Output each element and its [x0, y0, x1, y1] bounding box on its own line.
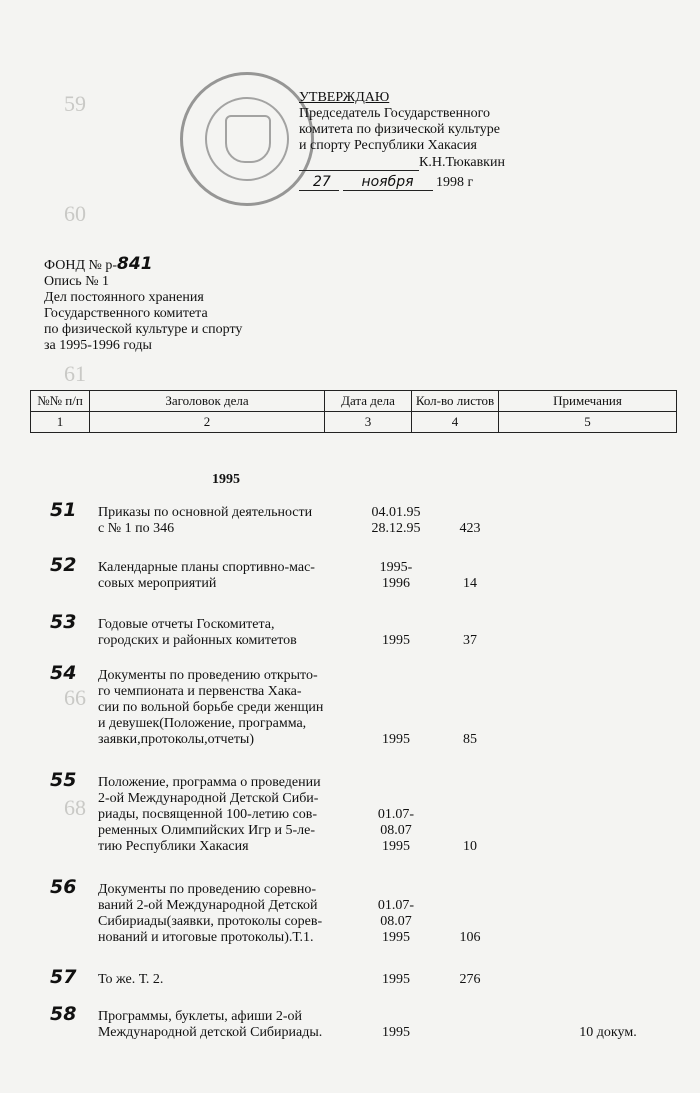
record-title	[98, 882, 360, 946]
fond-description-line: за 1995-1996 годы	[44, 338, 152, 353]
opis-line: Опись № 1	[44, 274, 110, 289]
record-note: 10 докум.	[579, 1025, 637, 1040]
text-line: 01.07-	[377, 807, 415, 822]
fond-line	[44, 256, 344, 274]
record-sheet-count: 276	[459, 972, 481, 987]
fond-label: ФОНД № р-	[44, 258, 118, 273]
header-cell-num: №№ п/п	[31, 391, 90, 412]
approval-date	[299, 174, 559, 191]
record-sheet-count: 10	[463, 839, 477, 854]
approval-block	[299, 90, 559, 191]
index-cell: 1	[31, 412, 90, 433]
date-day: 27	[299, 174, 339, 191]
date-year: 1998 г	[436, 175, 474, 190]
approval-line: комитета по физической культуре	[299, 122, 500, 137]
text-line: Сибириады(заявки, протоколы сорев-	[98, 914, 323, 929]
fond-description-line: Государственного комитета	[44, 306, 208, 321]
text-line: Приказы по основной деятельности	[98, 505, 313, 520]
text-line: 28.12.95	[371, 521, 421, 536]
record-sheet-count: 106	[459, 930, 481, 945]
record-date	[366, 898, 426, 946]
header-cell-note: Примечания	[499, 391, 677, 412]
text-line: нований и итоговые протоколы).Т.1.	[98, 930, 314, 945]
text-line: ваний 2-ой Международной Детской	[98, 898, 318, 913]
text-line: 1995	[382, 930, 410, 945]
text-line: совых мероприятий	[98, 576, 217, 591]
record-number: 53	[50, 611, 77, 633]
approval-heading: УТВЕРЖДАЮ	[299, 90, 390, 105]
text-line: ременных Олимпийских Игр и 5-ле-	[98, 823, 315, 838]
record-title	[98, 972, 360, 988]
signature-line	[299, 154, 559, 171]
index-cell: 2	[90, 412, 325, 433]
date-month: ноября	[343, 174, 433, 191]
record-sheet-count: 14	[463, 576, 477, 591]
record-number: 55	[50, 769, 77, 791]
record-sheet-count: 423	[459, 521, 481, 536]
text-line: риады, посвященной 100-летию сов-	[98, 807, 318, 822]
index-cell: 4	[412, 412, 499, 433]
record-number: 56	[50, 876, 77, 898]
fond-description-line: по физической культуре и спорту	[44, 322, 243, 337]
text-line: Положение, программа о проведении	[98, 775, 321, 790]
record-title	[98, 617, 360, 649]
text-line: Международной детской Сибириады.	[98, 1025, 323, 1040]
text-line: 08.07	[380, 914, 412, 929]
record-title	[98, 1009, 360, 1041]
fond-description-line: Дел постоянного хранения	[44, 290, 204, 305]
record-sheet-count: 37	[463, 633, 477, 648]
record-date	[366, 505, 426, 537]
record-date	[366, 633, 426, 649]
year-heading: 1995	[212, 472, 240, 487]
record-title	[98, 668, 360, 748]
record-date	[366, 972, 426, 988]
fond-info-block	[44, 256, 344, 354]
header-row	[31, 391, 677, 412]
text-line: 2-ой Международной Детской Сиби-	[98, 791, 319, 806]
text-line: 04.01.95	[371, 505, 421, 520]
approval-line: и спорту Республики Хакасия	[299, 138, 477, 153]
official-seal	[180, 72, 314, 206]
record-number: 58	[50, 1003, 77, 1025]
text-line: городских и районных комитетов	[98, 633, 297, 648]
record-date	[366, 732, 426, 748]
header-cell-count: Кол-во листов	[412, 391, 499, 412]
bleed-through-text: 60	[64, 201, 86, 226]
record-title	[98, 560, 360, 592]
text-line: 1996	[382, 576, 410, 591]
record-date	[366, 1025, 426, 1041]
text-line: с № 1 по 346	[98, 521, 175, 536]
index-cell: 5	[499, 412, 677, 433]
bleed-through-text: 61	[64, 361, 86, 386]
record-sheet-count: 85	[463, 732, 477, 747]
record-number: 52	[50, 554, 77, 576]
seal-emblem-icon	[225, 115, 271, 163]
text-line: Годовые отчеты Госкомитета,	[98, 617, 275, 632]
text-line: заявки,протоколы,отчеты)	[98, 732, 255, 747]
record-date	[366, 807, 426, 855]
fond-number: 841	[117, 254, 153, 274]
record-date	[366, 560, 426, 592]
index-cell: 3	[325, 412, 412, 433]
bleed-through-text: 66	[64, 685, 86, 710]
approval-line: Председатель Государственного	[299, 106, 491, 121]
text-line: 1995	[382, 839, 410, 854]
text-line: 1995-	[379, 560, 413, 575]
text-line: 01.07-	[377, 898, 415, 913]
header-index-row	[31, 412, 677, 433]
text-line: сии по вольной борьбе среди женщин	[98, 700, 324, 715]
text-line: 1995	[382, 972, 410, 987]
text-line: Программы, буклеты, афиши 2-ой	[98, 1009, 303, 1024]
text-line: 08.07	[380, 823, 412, 838]
record-number: 51	[50, 499, 77, 521]
bleed-through-text: 68	[64, 795, 86, 820]
record-title	[98, 775, 360, 855]
text-line: го чемпионата и первенства Хака-	[98, 684, 302, 699]
header-cell-title: Заголовок дела	[90, 391, 325, 412]
text-line: Документы по проведению открыто-	[98, 668, 318, 683]
text-line: Документы по проведению соревно-	[98, 882, 317, 897]
signature-name: К.Н.Тюкавкин	[419, 155, 505, 170]
text-line: тию Республики Хакасия	[98, 839, 249, 854]
bleed-through-text: 59	[64, 91, 86, 116]
record-title	[98, 505, 360, 537]
text-line: и девушек(Положение, программа,	[98, 716, 307, 731]
text-line: 1995	[382, 1025, 410, 1040]
text-line: То же. Т. 2.	[98, 972, 164, 987]
record-number: 54	[50, 662, 77, 684]
inventory-table-header	[30, 390, 677, 433]
text-line: 1995	[382, 732, 410, 747]
text-line: Календарные планы спортивно-мас-	[98, 560, 315, 575]
text-line: 1995	[382, 633, 410, 648]
header-cell-date: Дата дела	[325, 391, 412, 412]
record-number: 57	[50, 966, 77, 988]
